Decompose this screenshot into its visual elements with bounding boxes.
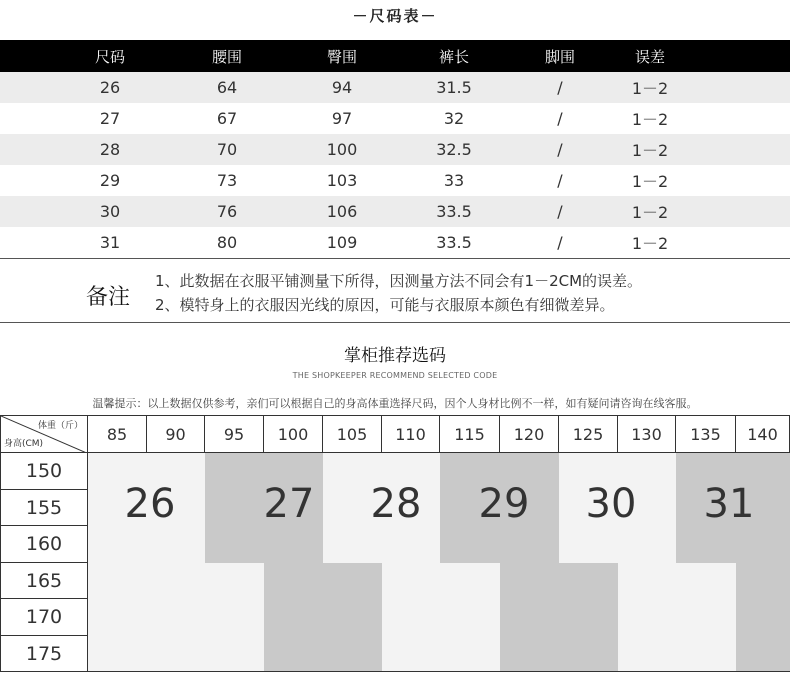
recommend-title: 掌柜推荐选码: [344, 346, 446, 366]
cell-leg-opening: /: [557, 171, 563, 190]
header-size: 尺码: [94, 47, 125, 66]
divider: [0, 322, 790, 323]
corner-weight-label: 体重（斤）: [37, 421, 83, 431]
header-waist: 腰围: [211, 47, 242, 66]
cell-leg-opening: /: [557, 109, 563, 128]
cell-hip: 94: [331, 78, 353, 97]
cell-leg-opening: /: [557, 140, 563, 159]
weight-header-cell: 135: [676, 415, 736, 453]
table-row: [0, 227, 790, 258]
cell-hip: 103: [326, 171, 358, 190]
cell-waist: 67: [216, 109, 238, 128]
table-row: [0, 134, 790, 165]
header-length: 裤长: [438, 47, 469, 66]
weight-header-cell: 90: [147, 415, 205, 453]
recommend-hint: 温馨提示：以上数据仅供参考，亲们可以根据自己的身高体重选择尺码，因个人身材比例不一样，如有疑问请咨询在线客服。: [92, 397, 698, 410]
divider: [0, 258, 790, 259]
recommended-size-label: 26: [124, 480, 176, 527]
weight-header-cell: 115: [440, 415, 500, 453]
cell-hip: 109: [326, 233, 358, 252]
notes-label: 备注: [86, 285, 131, 310]
weight-header-cell: 105: [323, 415, 382, 453]
cell-length: 32: [443, 109, 465, 128]
cell-leg-opening: /: [557, 78, 563, 97]
cell-size: 26: [99, 78, 121, 97]
cell-length: 33.5: [436, 233, 472, 252]
size-block: [382, 563, 500, 673]
height-row-cell: 170: [0, 599, 88, 636]
cell-tolerance: 1－2: [631, 79, 669, 98]
cell-waist: 80: [216, 233, 238, 252]
height-row-cell: 150: [0, 453, 88, 490]
header-tolerance: 误差: [634, 47, 665, 66]
corner-header: [0, 415, 88, 453]
cell-waist: 70: [216, 140, 238, 159]
cell-hip: 106: [326, 202, 358, 221]
note-line-2: 2、模特身上的衣服因光线的原因，可能与衣服原本颜色有细微差异。: [155, 296, 615, 314]
weight-header-cell: 85: [88, 415, 147, 453]
size-block: [205, 563, 264, 673]
weight-header-cell: 120: [500, 415, 559, 453]
size-chart-title: －尺码表－: [352, 7, 438, 25]
size-block: [500, 563, 618, 673]
size-table-header: [0, 40, 790, 72]
cell-length: 33: [443, 171, 465, 190]
cell-tolerance: 1－2: [631, 234, 669, 253]
cell-length: 31.5: [436, 78, 472, 97]
cell-size: 28: [99, 140, 121, 159]
note-line-1: 1、此数据在衣服平铺测量下所得，因测量方法不同会有1－2CM的误差。: [155, 272, 643, 290]
cell-hip: 100: [326, 140, 358, 159]
recommended-size-label: 28: [370, 480, 422, 527]
height-row-cell: 155: [0, 490, 88, 527]
cell-waist: 76: [216, 202, 238, 221]
cell-size: 27: [99, 109, 121, 128]
cell-leg-opening: /: [557, 202, 563, 221]
grid-bottom-border: [0, 671, 790, 672]
recommended-size-label: 29: [478, 480, 530, 527]
size-block: [264, 563, 382, 673]
weight-header-cell: 95: [205, 415, 264, 453]
weight-header-cell: 130: [618, 415, 676, 453]
header-leg-opening: 脚围: [544, 47, 575, 66]
size-table: [0, 40, 790, 258]
cell-waist: 64: [216, 78, 238, 97]
cell-waist: 73: [216, 171, 238, 190]
weight-header-cell: 125: [559, 415, 618, 453]
weight-header-cell: 100: [264, 415, 323, 453]
height-row-cell: 175: [0, 636, 88, 673]
weight-header-cell: 140: [736, 415, 790, 453]
size-block: [736, 563, 790, 673]
table-row: [0, 103, 790, 134]
notes-section: [0, 268, 790, 318]
cell-size: 30: [99, 202, 121, 221]
table-row: [0, 165, 790, 196]
recommended-size-label: 27: [263, 480, 315, 527]
table-row: [0, 196, 790, 227]
recommended-size-label: 30: [585, 480, 637, 527]
cell-tolerance: 1－2: [631, 203, 669, 222]
cell-length: 32.5: [436, 140, 472, 159]
recommend-subtitle: THE SHOPKEEPER RECOMMEND SELECTED CODE: [292, 371, 498, 380]
corner-height-label: 身高(CM): [4, 439, 44, 449]
cell-hip: 97: [331, 109, 353, 128]
cell-tolerance: 1－2: [631, 172, 669, 191]
cell-leg-opening: /: [557, 233, 563, 252]
recommended-size-label: 31: [703, 480, 755, 527]
height-row-cell: 160: [0, 526, 88, 563]
cell-size: 31: [99, 233, 121, 252]
cell-length: 33.5: [436, 202, 472, 221]
cell-tolerance: 1－2: [631, 141, 669, 160]
header-hip: 臀围: [326, 47, 357, 66]
height-row-cell: 165: [0, 563, 88, 600]
table-row: [0, 72, 790, 103]
weight-header-cell: 110: [382, 415, 440, 453]
size-recommend-grid: [0, 415, 790, 675]
size-block: [618, 563, 736, 673]
cell-tolerance: 1－2: [631, 110, 669, 129]
cell-size: 29: [99, 171, 121, 190]
